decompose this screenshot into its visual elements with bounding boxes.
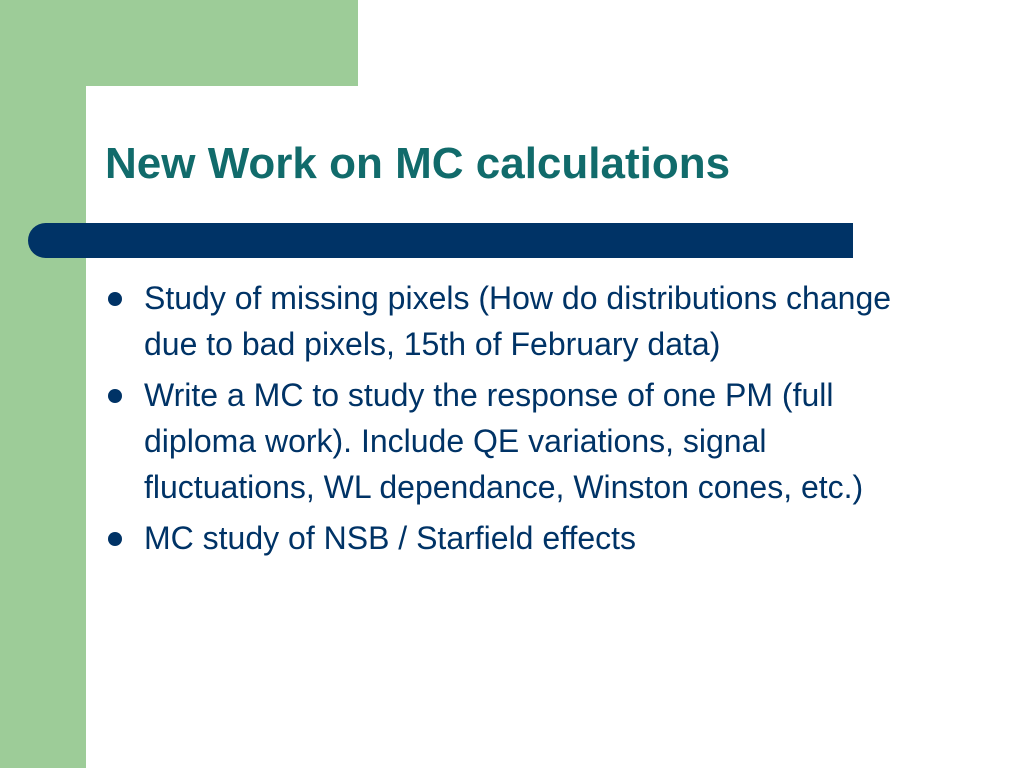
green-top-band xyxy=(86,0,358,86)
bullet-text: Study of missing pixels (How do distributions change due to bad pixels, 15th of February data) xyxy=(144,280,892,362)
bullet-text: MC study of NSB / Starfield effects xyxy=(144,520,637,556)
bullet-item xyxy=(100,275,950,367)
green-side-band xyxy=(0,0,86,768)
bullet-item xyxy=(100,372,950,510)
bullet-list xyxy=(100,275,950,566)
bullet-dot-icon xyxy=(100,275,144,321)
slide-title: New Work on MC calculations xyxy=(105,139,731,188)
bullet-item xyxy=(100,515,950,561)
bullet-text: Write a MC to study the response of one PM (full diploma work). Include QE variations, signal fluctuations, WL dependance, Winston cones, etc.) xyxy=(144,377,864,505)
bullet-dot-icon xyxy=(100,372,144,418)
title-underline-bar xyxy=(28,223,853,258)
bullet-dot-icon xyxy=(100,515,144,561)
